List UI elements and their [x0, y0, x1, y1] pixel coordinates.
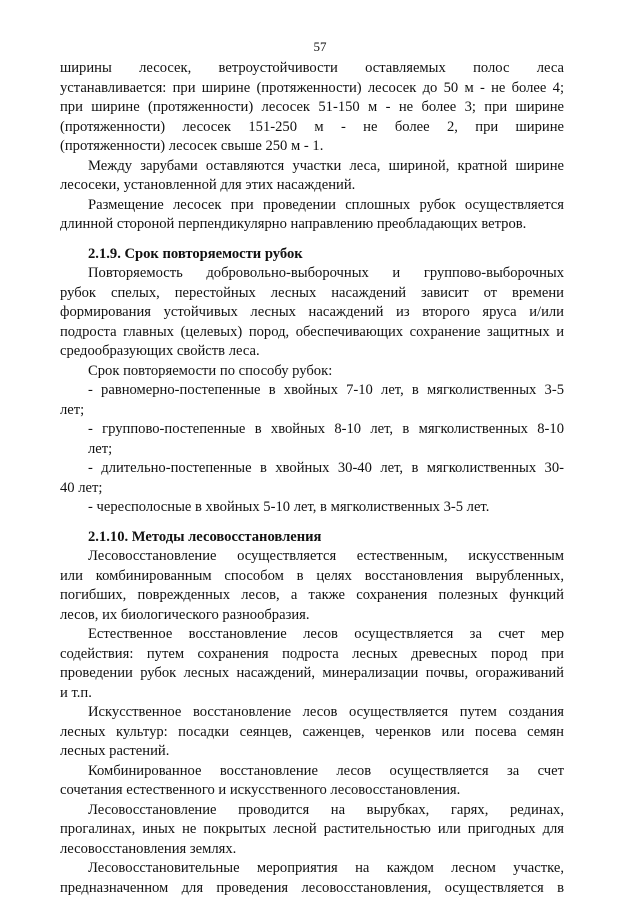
text-line: длинной стороной перпендикулярно направлению преобладающих ветров. [60, 216, 527, 232]
section-heading: 2.1.10. Методы лесовосстановления [88, 529, 322, 545]
text-line: сочетания естественного и искусственного лесовосстановления. [60, 782, 461, 798]
text-line: Между зарубами оставляются участки леса, шириной, кратной ширине [88, 158, 564, 174]
text-line: Срок повторяемости по способу рубок: [88, 363, 333, 379]
text-line: лет; [88, 441, 113, 457]
text-line: прогалинах, иных не покрытых лесной растительностью или пригодных для [60, 821, 564, 837]
text-line: устанавливается: при ширине (протяженности) лесосек до 50 м - не более 4; [60, 80, 564, 96]
text-line: лесных культур: посадки сеянцев, саженцев, черенков или посева семян [60, 724, 564, 740]
text-line: - группово-постепенные в хвойных 8-10 лет, в мягколиственных 8-10 [88, 421, 564, 437]
text-line: и т.п. [60, 685, 92, 701]
text-line: Лесовосстановление проводится на вырубках, гарях, рединах, [88, 802, 564, 818]
text-line: Комбинированное восстановление лесов осуществляется за счет [88, 763, 564, 779]
text-line: 40 лет; [60, 480, 103, 496]
section-heading: 2.1.9. Срок повторяемости рубок [88, 246, 303, 262]
page-number: 57 [313, 39, 327, 54]
text-line: - равномерно-постепенные в хвойных 7-10 лет, в мягколиственных 3-5 [88, 382, 564, 398]
text-line: лесосеки, установленной для этих насаждений. [60, 177, 356, 193]
text-line: - длительно-постепенные в хвойных 30-40 лет, в мягколиственных 30- [88, 460, 564, 476]
text-line: рубок спелых, перестойных лесных насаждений зависит от времени [60, 285, 564, 301]
text-line: Лесовосстановление осуществляется естественным, искусственным [88, 548, 564, 564]
text-line: или комбинированным способом в целях восстановления вырубленных, [60, 568, 564, 584]
text-line: при ширине (протяженности) лесосек 51-150 м - не более 3; при ширине [60, 99, 564, 115]
text-line: лесных растений. [60, 743, 170, 759]
text-line: проведении рубок лесных насаждений, минерализации почвы, огораживаний [60, 665, 564, 681]
text-line: формирования устойчивых лесных насаждений из второго яруса и/или [60, 304, 564, 320]
text-line: Искусственное восстановление лесов осуществляется путем создания [88, 704, 564, 720]
text-line: лет; [60, 402, 85, 418]
text-line: Лесовосстановительные мероприятия на каждом лесном участке, [88, 860, 564, 876]
text-line: подроста главных (целевых) пород, обеспечивающих сохранение защитных и [60, 324, 564, 340]
text-line: средообразующих свойств леса. [60, 343, 260, 359]
text-line: содействия: путем сохранения подроста лесных древесных пород при [60, 646, 564, 662]
text-line: погибших, поврежденных лесов, а также сохранения полезных функций [60, 587, 564, 603]
text-line: Повторяемость добровольно-выборочных и группово-выборочных [88, 265, 564, 281]
text-line: - чересполосные в хвойных 5-10 лет, в мягколиственных 3-5 лет. [88, 499, 490, 515]
text-line: лесов, их биологического разнообразия. [60, 607, 310, 623]
text-line: лесовосстановления землях. [60, 841, 237, 857]
text-line: ширины лесосек, ветроустойчивости оставляемых полос леса [60, 60, 564, 76]
text-line: Размещение лесосек при проведении сплошных рубок осуществляется [88, 197, 564, 213]
text-line: Естественное восстановление лесов осуществляется за счет мер [88, 626, 564, 642]
text-line: (протяженности) лесосек свыше 250 м - 1. [60, 138, 324, 154]
text-line: предназначенном для проведения лесовосстановления, осуществляется в [60, 880, 564, 896]
text-line: (протяженности) лесосек 151-250 м - не более 2, при ширине [60, 119, 564, 135]
